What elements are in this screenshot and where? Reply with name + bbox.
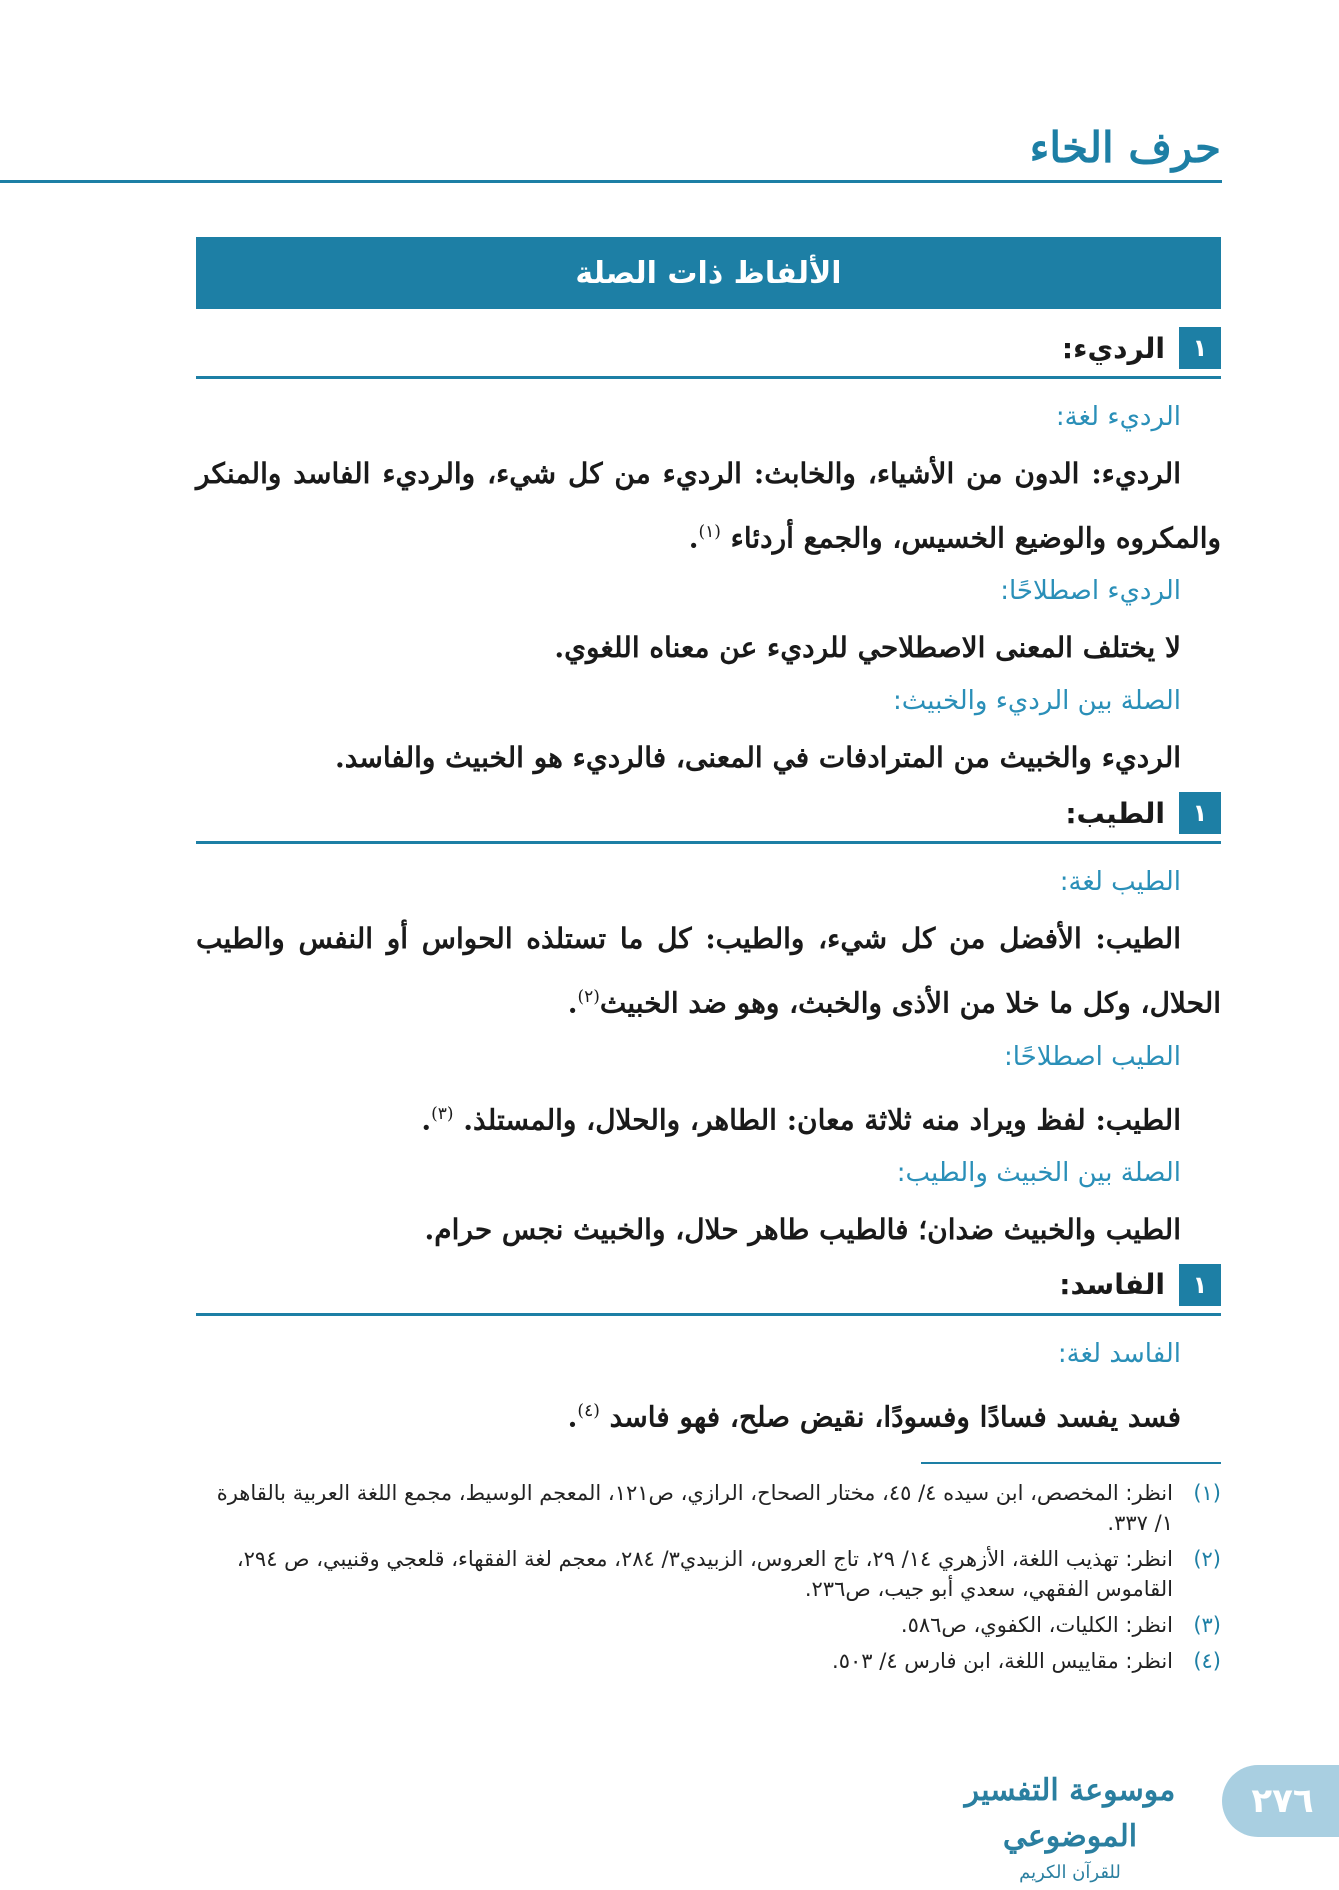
footnote-text: انظر: المخصص، ابن سيده ٤/ ٤٥، مختار الصحاح، الرازي، ص١٢١، المعجم الوسيط، مجمع اللغة العربية بالقاهرة ١/ ٣٣٧. <box>216 1481 1173 1535</box>
definition-paragraph: الطيب: لفظ ويراد منه ثلاثة معان: الطاهر، والحلال، والمستلذ. $^{(٣)}$. <box>421 1102 1181 1136</box>
term-name: الفاسد: <box>1059 1268 1165 1302</box>
footnote-number: (٢) <box>1193 1547 1221 1571</box>
term-number-badge: ١ <box>1179 327 1221 369</box>
main-content <box>196 326 1221 1450</box>
section-banner <box>196 237 1221 309</box>
definition-paragraph: لا يختلف المعنى الاصطلاحي للرديء عن معناه اللغوي. <box>554 631 1181 665</box>
term-block-fasid <box>196 1263 1221 1446</box>
footnote-ref[interactable]: (٣) <box>431 1103 454 1124</box>
book-subtitle: للقرآن الكريم <box>1019 1862 1121 1883</box>
footnote-item <box>196 1544 1221 1604</box>
term-name: الطيب: <box>1065 796 1165 830</box>
term-heading <box>196 791 1221 835</box>
term-heading <box>196 1263 1221 1307</box>
term-block-radi <box>196 326 1221 787</box>
footnote-ref[interactable]: (٢) <box>577 987 600 1008</box>
subheading: الرديء لغة: <box>1055 402 1181 432</box>
subheading: الطيب لغة: <box>1059 867 1181 898</box>
footnote-ref[interactable]: (٤) <box>577 1400 600 1421</box>
definition-paragraph: فسد يفسد فسادًا وفسودًا، نقيض صلح، فهو فاسد $^{(٤)}$. <box>567 1400 1181 1434</box>
footnote-divider <box>921 1462 1221 1464</box>
footnotes <box>196 1478 1221 1682</box>
header-divider <box>0 180 1222 183</box>
book-logo <box>935 1768 1205 1883</box>
term-divider <box>196 376 1221 379</box>
footnote-item <box>196 1610 1221 1640</box>
subheading: الفاسد لغة: <box>1057 1338 1181 1369</box>
definition-paragraph: الطيب: الأفضل من كل شيء، والطيب: كل ما تستلذه الحواس أو النفس والطيب الحلال، وكل ما خلا من الأذى والخبث، وهو ضد الخبيث$^{(٢)}$. <box>196 922 1221 1020</box>
footnote-text: انظر: تهذيب اللغة، الأزهري ١٤/ ٢٩، تاج العروس، الزبيدي٣/ ٢٨٤، معجم لغة الفقهاء، قلعجي وقنيبي، ص ٢٩٤، القاموس الفقهي، سعدي أبو جيب، ص٢٣٦. <box>236 1547 1173 1601</box>
term-heading <box>196 326 1221 370</box>
footnote-number: (١) <box>1193 1481 1221 1505</box>
subheading: الطيب اصطلاحًا: <box>1003 1041 1181 1072</box>
definition-paragraph: الرديء والخبيث من المترادفات في المعنى، فالرديء هو الخبيث والفاسد. <box>334 741 1181 775</box>
page-number: ٢٧٦ <box>1251 1781 1314 1821</box>
definition-paragraph: الرديء: الدون من الأشياء، والخابث: الرديء من كل شيء، والرديء الفاسد والمنكر والمكروه والوضيع الخسيس، والجمع أردئاء $^{(١)}$. <box>196 457 1221 555</box>
page-header-title: حرف الخاء <box>1029 123 1221 172</box>
term-number-badge: ١ <box>1179 1264 1221 1306</box>
term-divider <box>196 1313 1221 1316</box>
subheading: الرديء اصطلاحًا: <box>1000 576 1181 607</box>
footnote-text: انظر: مقاييس اللغة، ابن فارس ٤/ ٥٠٣. <box>832 1649 1173 1673</box>
term-number-badge: ١ <box>1179 792 1221 834</box>
term-name: الرديء: <box>1061 331 1165 365</box>
section-banner-title: الألفاظ ذات الصلة <box>575 255 842 291</box>
subheading: الصلة بين الخبيث والطيب: <box>896 1157 1181 1188</box>
term-block-tayyib <box>196 791 1221 1259</box>
footnote-number: (٤) <box>1193 1649 1221 1673</box>
definition-paragraph: الطيب والخبيث ضدان؛ فالطيب طاهر حلال، والخبيث نجس حرام. <box>424 1212 1181 1246</box>
footnote-item <box>196 1478 1221 1538</box>
footnote-ref[interactable]: (١) <box>698 522 721 542</box>
term-divider <box>196 841 1221 844</box>
subheading: الصلة بين الرديء والخبيث: <box>892 686 1181 717</box>
footnote-text: انظر: الكليات، الكفوي، ص٥٨٦. <box>900 1613 1173 1637</box>
footnote-number: (٣) <box>1193 1613 1221 1637</box>
footnote-item <box>196 1646 1221 1676</box>
book-title: موسوعة التفسير الموضوعي <box>964 1773 1176 1854</box>
